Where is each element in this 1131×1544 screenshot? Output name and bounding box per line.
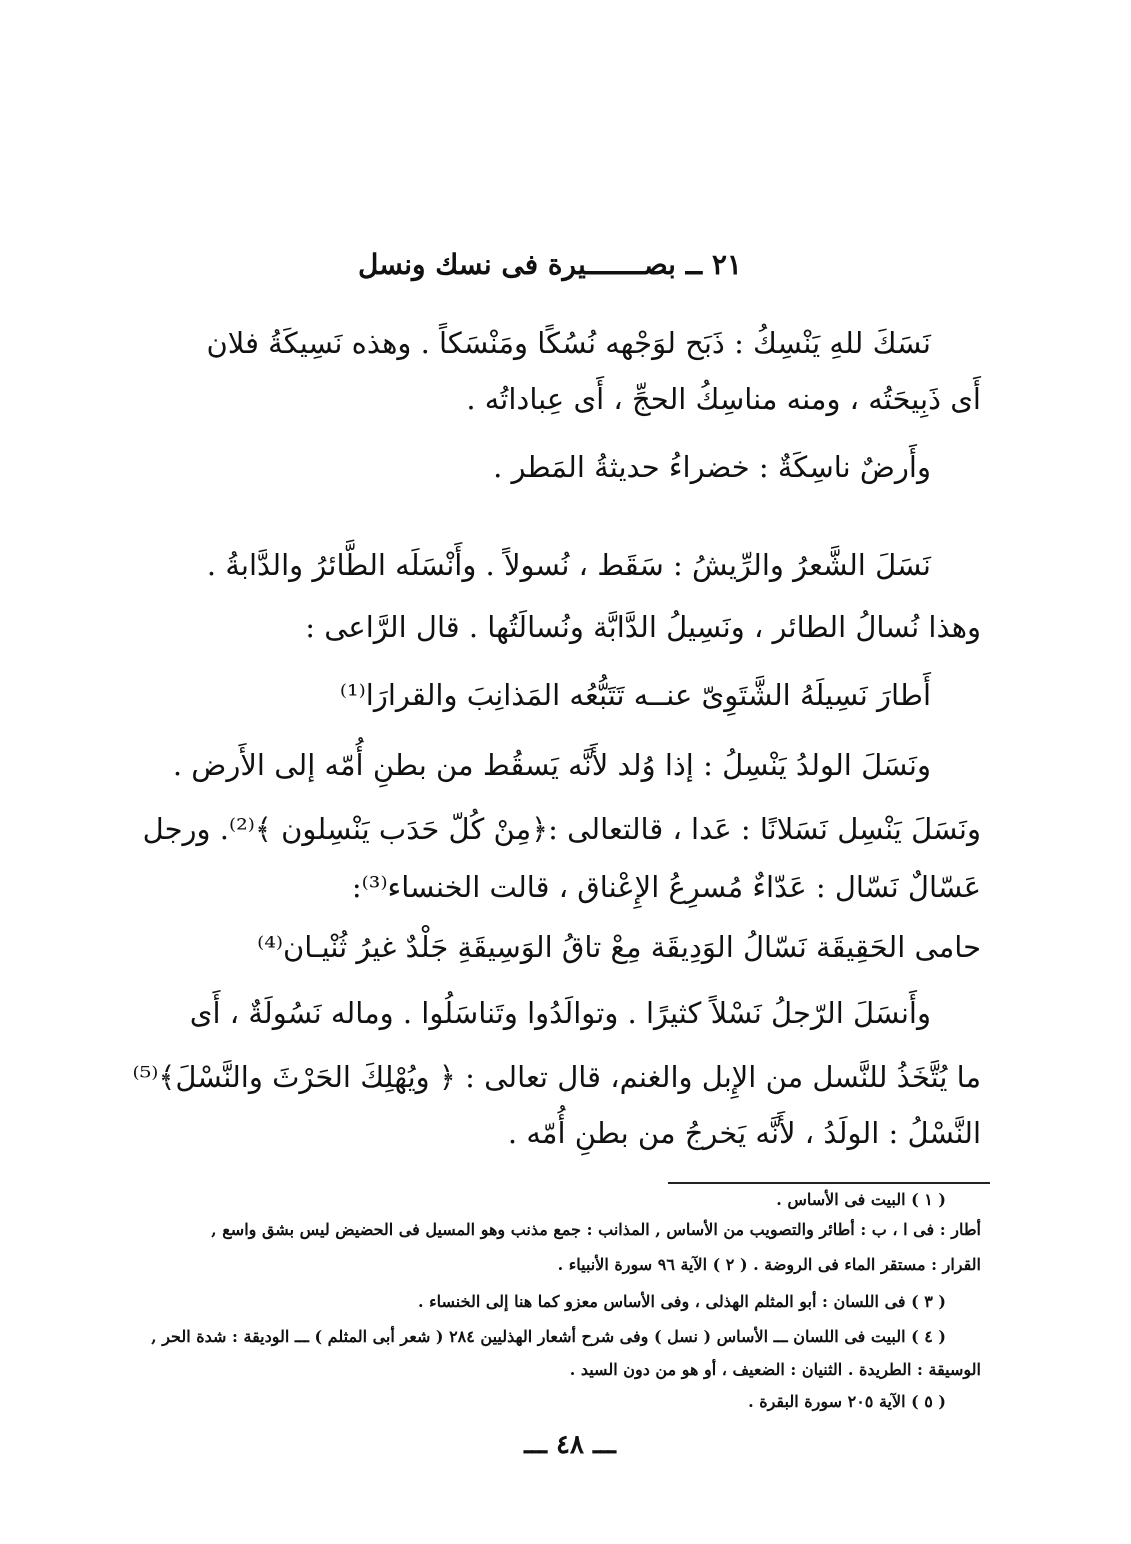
verse-line-1: أَطارَ نَسِيلَهُ الشَّتَوِىّ عنــه تَتَبُّعُه المَذانِبَ والقرارَا⁽¹⁾ (339, 678, 931, 712)
text-line-4: نَسَلَ الشَّعرُ والرِّيشُ : سَقَط ، نُسولاً . وأَنْسَلَه الطَّائرُ والدَّابةُ . (206, 548, 931, 582)
footnote-4-detail: الوسيقة : الطريدة . الثنيان : الضعيف ، أو هو من دون السيد . (569, 1360, 981, 1379)
text-line-3: وأَرضٌ ناسِكَةٌ : خضراءُ حديثةُ المَطر . (493, 450, 931, 484)
text-line-9: وأَنسَلَ الرّجلُ نَسْلاً كثيرًا . وتوالَدُوا وتَناسَلُوا . وماله نَسُولَةٌ ، أَى (189, 996, 931, 1030)
verse-line-2: حامى الحَقِيقَة نَسّالُ الوَدِيقَة مِعْ تاقُ الوَسِيقَةِ جَلْدٌ غيرُ ثُنْيـان⁽⁴⁾ (257, 930, 981, 964)
text-line-2: أَى ذَبِيحَتُه ، ومنه مناسِكُ الحجِّ ، أَى عِباداتُه . (466, 382, 981, 416)
footnote-divider (668, 1182, 990, 1184)
text-line-1: نَسَكَ للهِ يَنْسِكُ : ذَبَح لوَجْهه نُسُكًا ومَنْسَكاً . وهذه نَسِيكَةُ فلان (206, 326, 931, 360)
footnote-1: ( ١ ) البيت فى الأساس . (776, 1190, 946, 1209)
text-line-6: ونَسَلَ الولدُ يَنْسِلُ : إذا وُلد لأَنَّه يَسقُط من بطنِ أُمّه إلى الأَرض . (172, 748, 931, 782)
page-heading: ٢١ ــ بصـــــــيرة فى نسك ونسل (358, 248, 742, 281)
footnote-1-detail: أطار : فى ا ، ب : أطائر والتصويب من الأساس , المذانب : جمع مذنب وهو المسيل فى الحضيض ليس بشق واسع , (211, 1220, 981, 1239)
footnote-1-detail-2: القرار : مستقر الماء فى الروضة . ( ٢ ) الآية ٩٦ سورة الأنبياء . (557, 1255, 981, 1274)
footnote-3: ( ٣ ) فى اللسان : أبو المثلم الهذلى ، وفى الأساس معزو كما هنا إلى الخنساء . (417, 1292, 946, 1311)
page-number: ـــ ٤٨ ـــ (524, 1430, 616, 1460)
footnote-4: ( ٤ ) البيت فى اللسان ـــ الأساس ( نسل ) وفى شرح أشعار الهذليين ٢٨٤ ( شعر أبى المثلم ) ـــ الوديقة : شدة الحر , (151, 1327, 946, 1346)
text-line-5: وهذا نُسالُ الطائر ، ونَسِيلُ الدَّابَّة ونُسالَتُها . قال الرَّاعى : (305, 610, 981, 644)
text-line-7: ونَسَلَ يَنْسِل نَسَلانًا : عَدا ، قالتعالى :﴿مِنْ كُلّ حَدَب يَنْسِلون ﴾⁽²⁾. ورجل (142, 812, 981, 846)
footnote-5: ( ٥ ) الآية ٢٠٥ سورة البقرة . (748, 1392, 946, 1411)
text-line-10: ما يُتَّخَذُ للنَّسل من الإِبل والغنم، قال تعالى : ﴿ ويُهْلِكَ الحَرْثَ والنَّسْلَ﴾⁽⁵⁾ (132, 1060, 981, 1094)
text-line-11: النَّسْلُ : الولَدُ ، لأَنَّه يَخرجُ من بطنِ أُمّه . (507, 1116, 981, 1150)
text-line-8: عَسّالٌ نَسّال : عَدّاءٌ مُسرِعُ الإِعْناق ، قالت الخنساء⁽³⁾: (351, 870, 981, 904)
